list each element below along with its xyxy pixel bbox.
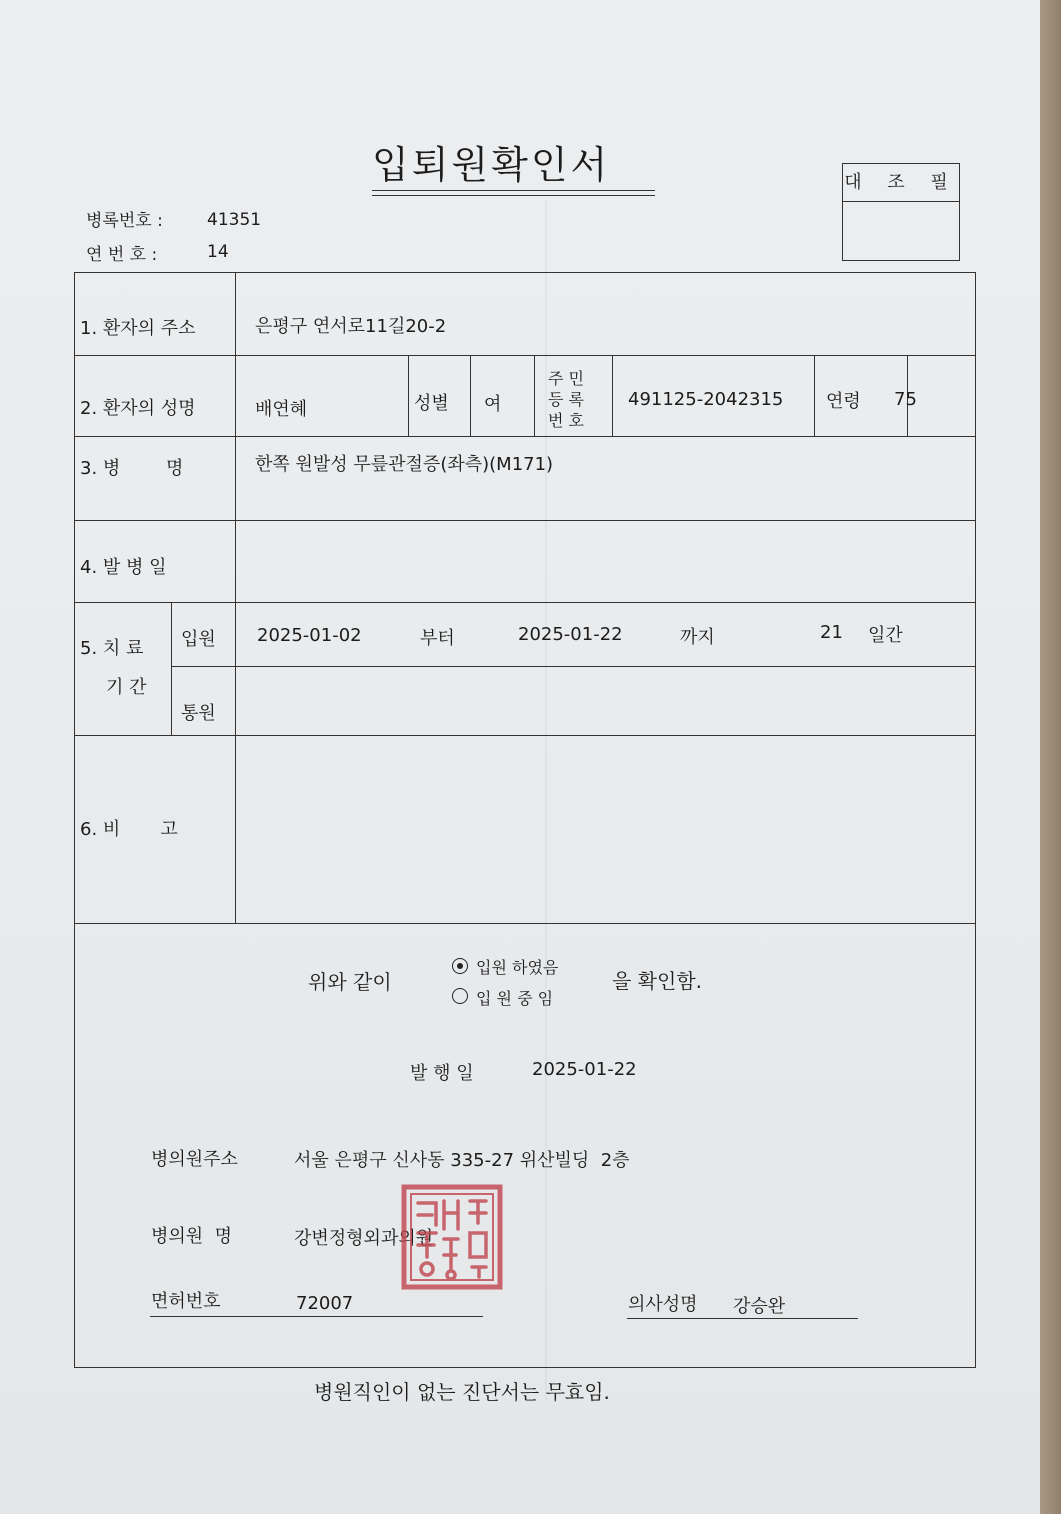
from-label: 부터: [420, 628, 455, 649]
confirm-suffix: 을 확인함.: [612, 969, 702, 993]
record-number-label: 병록번호 :: [86, 211, 163, 231]
outpatient-label: 통원: [181, 703, 216, 724]
sex-label: 성별: [414, 393, 449, 414]
license-underline: [150, 1316, 483, 1317]
record-number-value: 41351: [207, 210, 262, 230]
option-admitted-label: 입원 하였음: [476, 958, 559, 977]
age-label: 연령: [826, 391, 861, 412]
remarks-label: 6. 비 고: [80, 819, 178, 840]
rrn-value: 491125-2042315: [628, 389, 784, 410]
issue-date-label: 발 행 일: [410, 1063, 474, 1084]
rrn-label-2: 등 록: [548, 390, 584, 409]
to-label: 까지: [680, 627, 715, 648]
issue-date-value: 2025-01-22: [532, 1059, 637, 1080]
serial-number-value: 14: [207, 242, 229, 262]
rrn-label-1: 주 민: [548, 369, 584, 388]
name-label: 2. 환자의 성명: [80, 398, 196, 419]
address-label: 1. 환자의 주소: [80, 318, 196, 339]
confirm-prefix: 위와 같이: [308, 970, 392, 994]
age-value: 75: [894, 389, 917, 410]
sex-value: 여: [484, 394, 502, 415]
disease-label: 3. 병 명: [80, 458, 184, 479]
license-value: 72007: [296, 1293, 354, 1314]
name-value: 배연혜: [255, 399, 308, 420]
radio-inpatient: [452, 988, 468, 1004]
verification-box: [842, 163, 960, 261]
hospital-address-value: 서울 은평구 신사동 335-27 위산빌딩 2층: [294, 1150, 630, 1171]
days-label: 일간: [868, 625, 903, 646]
license-label: 면허번호: [151, 1291, 221, 1312]
footer-note: 병원직인이 없는 진단서는 무효임.: [314, 1380, 610, 1404]
address-value: 은평구 연서로11길20-2: [255, 316, 447, 337]
period-label-2: 기 간: [106, 677, 147, 698]
radio-admitted: [452, 958, 468, 974]
inpatient-start: 2025-01-02: [257, 625, 362, 646]
period-label-1: 5. 치 료: [80, 638, 144, 659]
doctor-name: 강승완: [733, 1296, 786, 1317]
disease-value: 한쪽 원발성 무릎관절증(좌측)(M171): [255, 454, 554, 475]
day-count: 21: [820, 622, 843, 643]
option-inpatient-label: 입 원 중 임: [476, 989, 554, 1008]
doctor-label: 의사성명: [628, 1294, 698, 1315]
hospital-name-label: 병의원 명: [151, 1226, 232, 1247]
rrn-label-3: 번 호: [548, 411, 584, 430]
title-underline-2: [372, 195, 655, 196]
doctor-underline: [627, 1318, 858, 1319]
hospital-address-label: 병의원주소: [151, 1149, 238, 1170]
hospital-name-value: 강변정형외과의원: [294, 1228, 434, 1249]
onset-label: 4. 발 병 일: [80, 557, 167, 578]
inpatient-label: 입원: [181, 629, 216, 650]
document-title: 입퇴원확인서: [372, 143, 611, 187]
verification-label: 대 조 필: [843, 164, 959, 202]
serial-number-label: 연 번 호 :: [86, 245, 158, 265]
hospital-seal: [400, 1183, 504, 1291]
title-underline: [372, 190, 655, 191]
table-surface-edge: [1040, 0, 1061, 1514]
inpatient-end: 2025-01-22: [518, 624, 623, 645]
